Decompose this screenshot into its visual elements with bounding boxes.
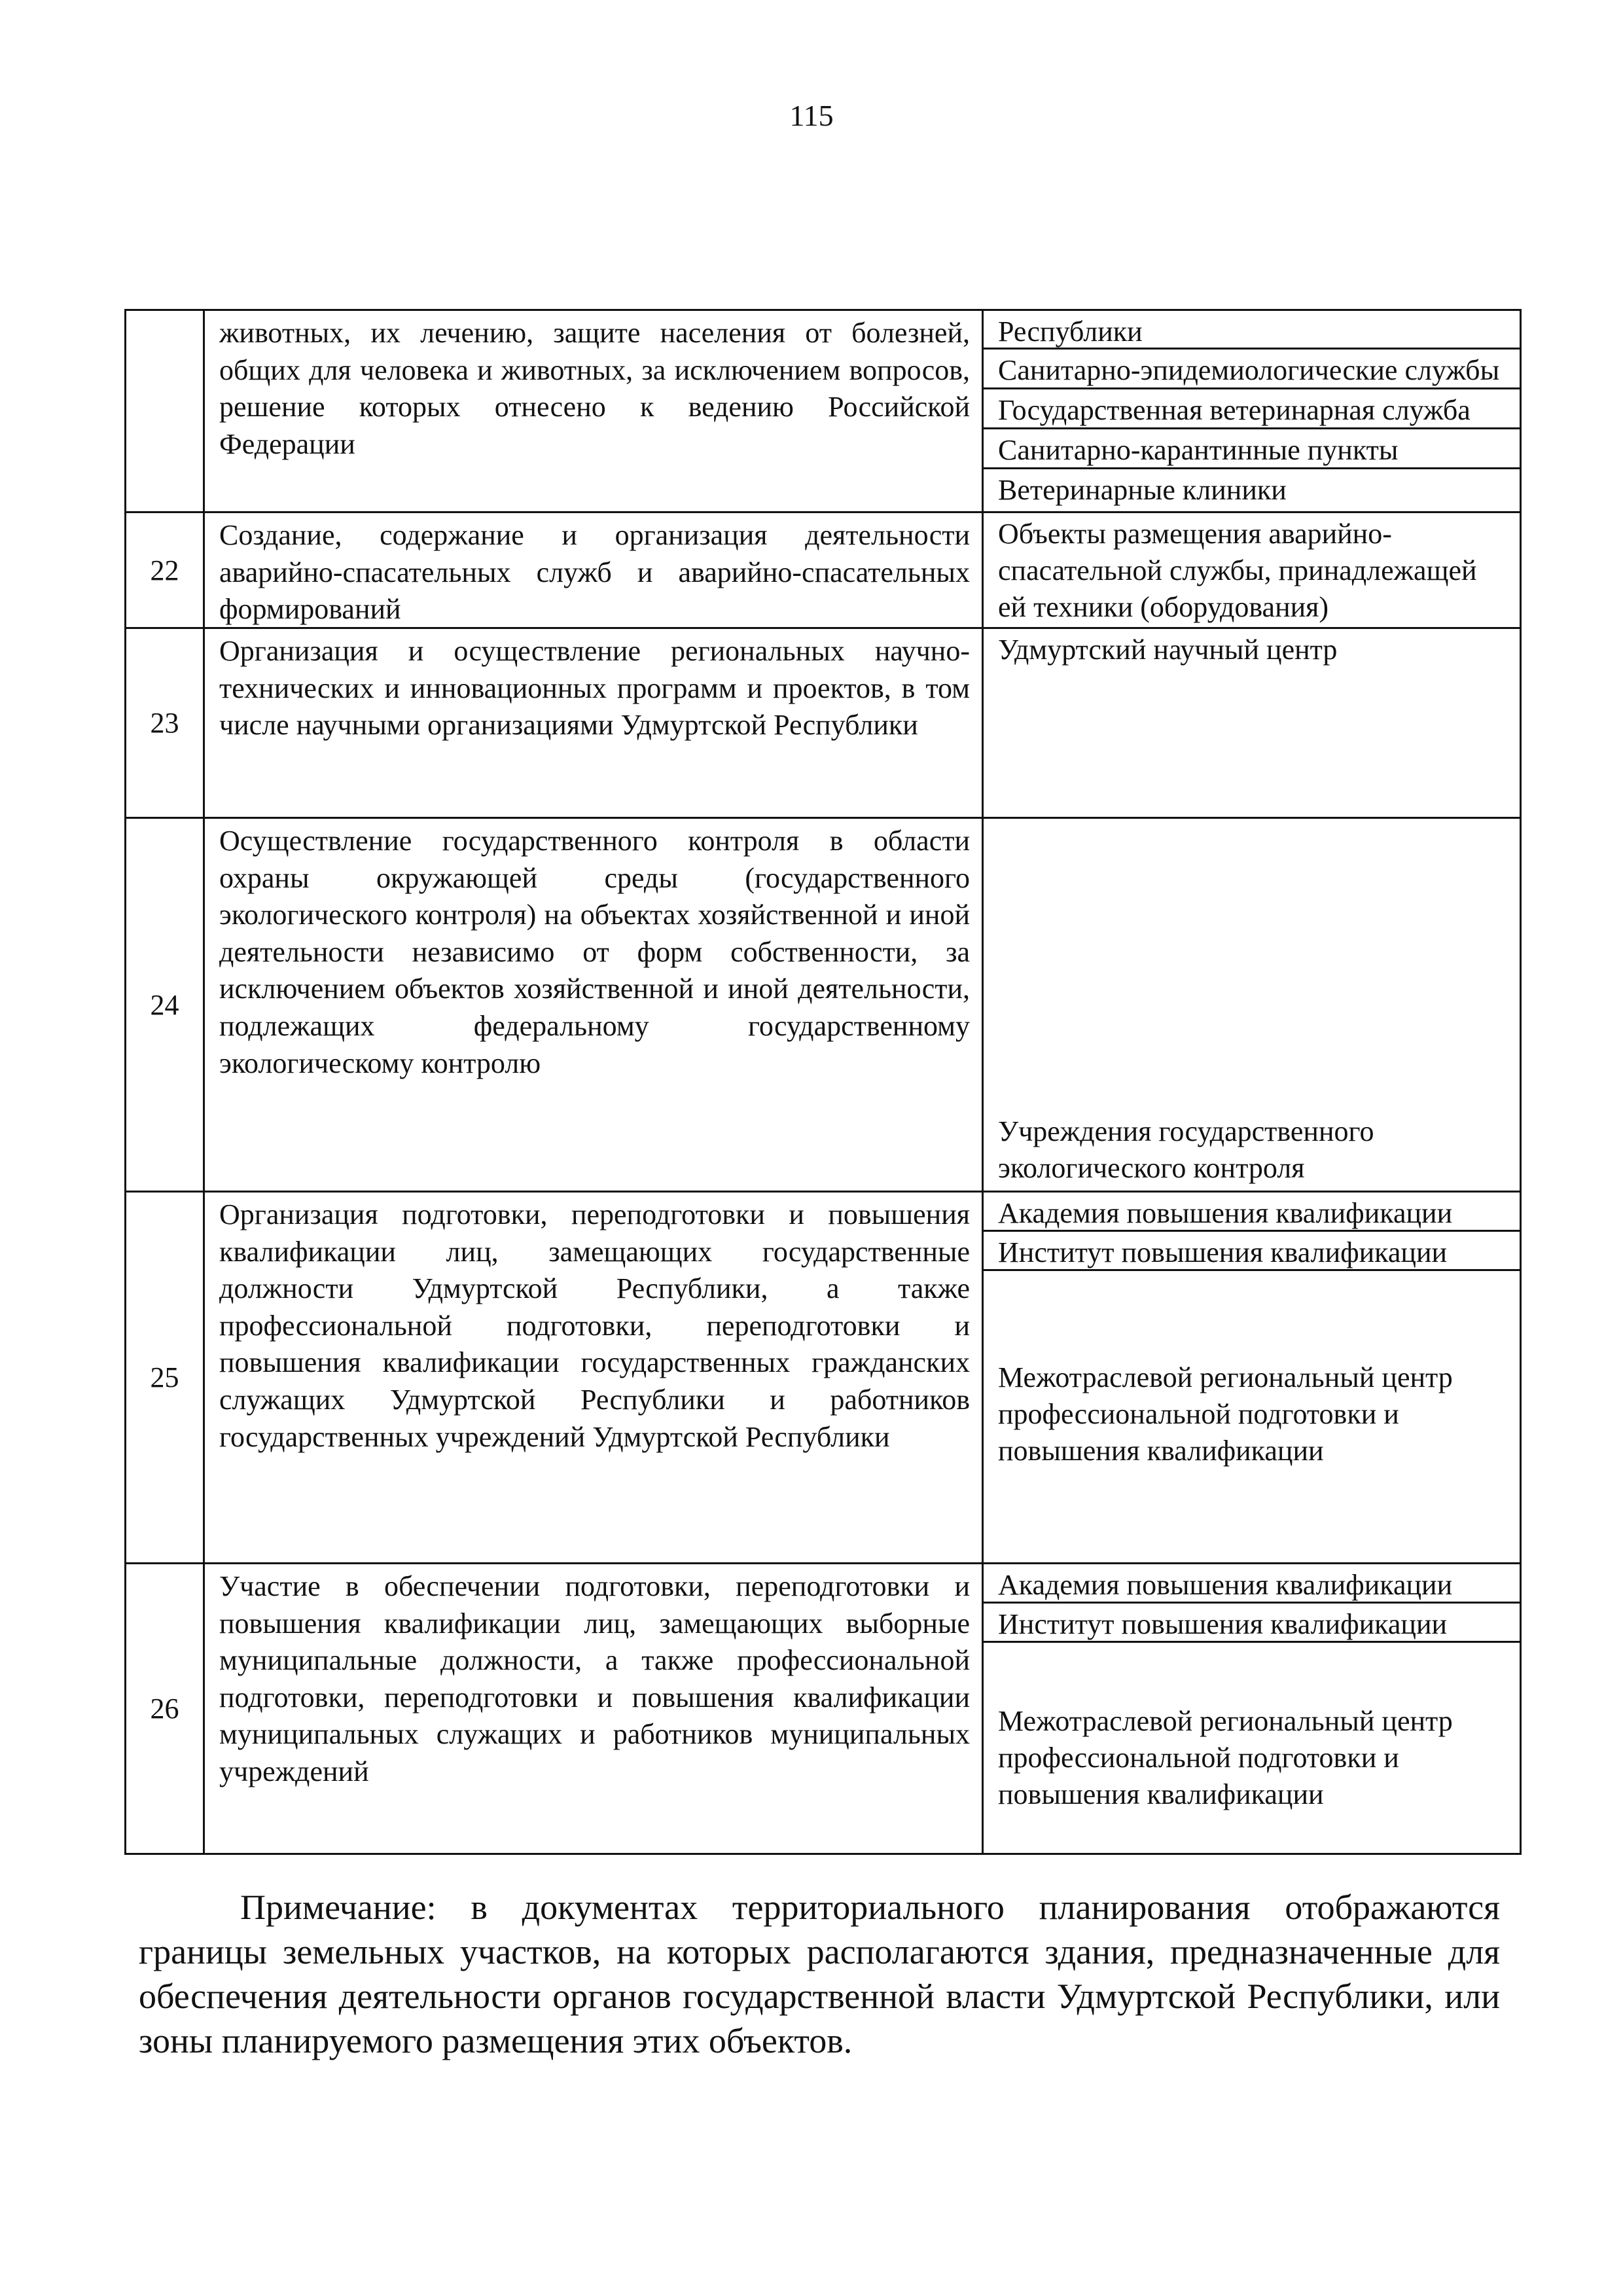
object-item: Государственная ветеринарная служба	[984, 389, 1520, 429]
object-item: Ветеринарные клиники	[998, 474, 1287, 506]
table-row	[126, 1191, 1520, 1562]
page-number: 115	[789, 99, 834, 132]
row-activity: Осуществление государственного контроля в области охраны окружающей среды (государственного экологического контроля) на объектах хозяйственной и иной деятельности независимо от форм собственности, за исключением объектов хозяйственной и иной деятельности, подлежащих федеральному государственному экологическому контролю	[205, 819, 984, 1191]
row-activity: Создание, содержание и организация деятельности аварийно-спасательных служб и аварийно-спасательных формирований	[205, 513, 984, 627]
object-item: Объекты размещения аварийно-спасательной службы, принадлежащей ей техники (оборудования)	[998, 518, 1477, 623]
row-objects	[984, 629, 1520, 817]
object-item: Межотраслевой региональный центр профессиональной подготовки и повышения квалификации	[998, 1361, 1453, 1467]
row-number: 22	[126, 513, 205, 627]
object-item: Академия повышения квалификации	[984, 1193, 1520, 1232]
table-row	[126, 511, 1520, 627]
row-objects	[984, 513, 1520, 627]
row-activity: Участие в обеспечении подготовки, переподготовки и повышения квалификации лиц, замещающих выборные муниципальные должности, а также профессиональной подготовки, переподготовки и повышения квалификации муниципальных служащих и работников муниципальных учреждений	[205, 1564, 984, 1853]
row-number	[126, 311, 205, 511]
object-item: Удмуртский научный центр	[998, 634, 1338, 666]
object-item: Межотраслевой региональный центр профессиональной подготовки и повышения квалификации	[998, 1705, 1453, 1810]
object-item: Институт повышения квалификации	[984, 1604, 1520, 1643]
row-number: 23	[126, 629, 205, 817]
facilities-table	[124, 309, 1522, 1855]
object-item: Институт повышения квалификации	[984, 1232, 1520, 1271]
row-objects	[984, 1193, 1520, 1562]
row-number: 25	[126, 1193, 205, 1562]
footnote-text: Примечание: в документах территориального планирования отображаются границы земельных участков, на которых располагаются здания, предназначенные для обеспечения деятельности органов государственной власти Удмуртской Республики, или зоны планируемого размещения этих объектов.	[139, 1888, 1500, 2060]
object-item: Учреждения государственного экологического контроля	[998, 1115, 1374, 1184]
object-item: Санитарно-эпидемиологические службы	[984, 350, 1520, 389]
row-activity: Организация подготовки, переподготовки и повышения квалификации лиц, замещающих государственные должности Удмуртской Республики, а также профессиональной подготовки, переподготовки и повышения квалификации государственных гражданских служащих Удмуртской Республики и работников государственных учреждений Удмуртской Республики	[205, 1193, 984, 1562]
row-objects	[984, 1564, 1520, 1853]
row-activity: животных, их лечению, защите населения от болезней, общих для человека и животных, за исключением вопросов, решение которых отнесено к ведению Российской Федерации	[205, 311, 984, 511]
table-row	[126, 627, 1520, 817]
row-number: 24	[126, 819, 205, 1191]
object-item: Академия повышения квалификации	[984, 1564, 1520, 1604]
row-objects	[984, 819, 1520, 1191]
table-row	[126, 1562, 1520, 1853]
row-objects	[984, 311, 1520, 511]
table-row	[126, 817, 1520, 1191]
object-item: Санитарно-карантинные пункты	[984, 429, 1520, 469]
row-activity: Организация и осуществление региональных научно-технических и инновационных программ и проектов, в том числе научными организациями Удмуртской Республики	[205, 629, 984, 817]
row-number: 26	[126, 1564, 205, 1853]
object-item: Республики	[984, 311, 1520, 350]
table-row	[126, 311, 1520, 511]
